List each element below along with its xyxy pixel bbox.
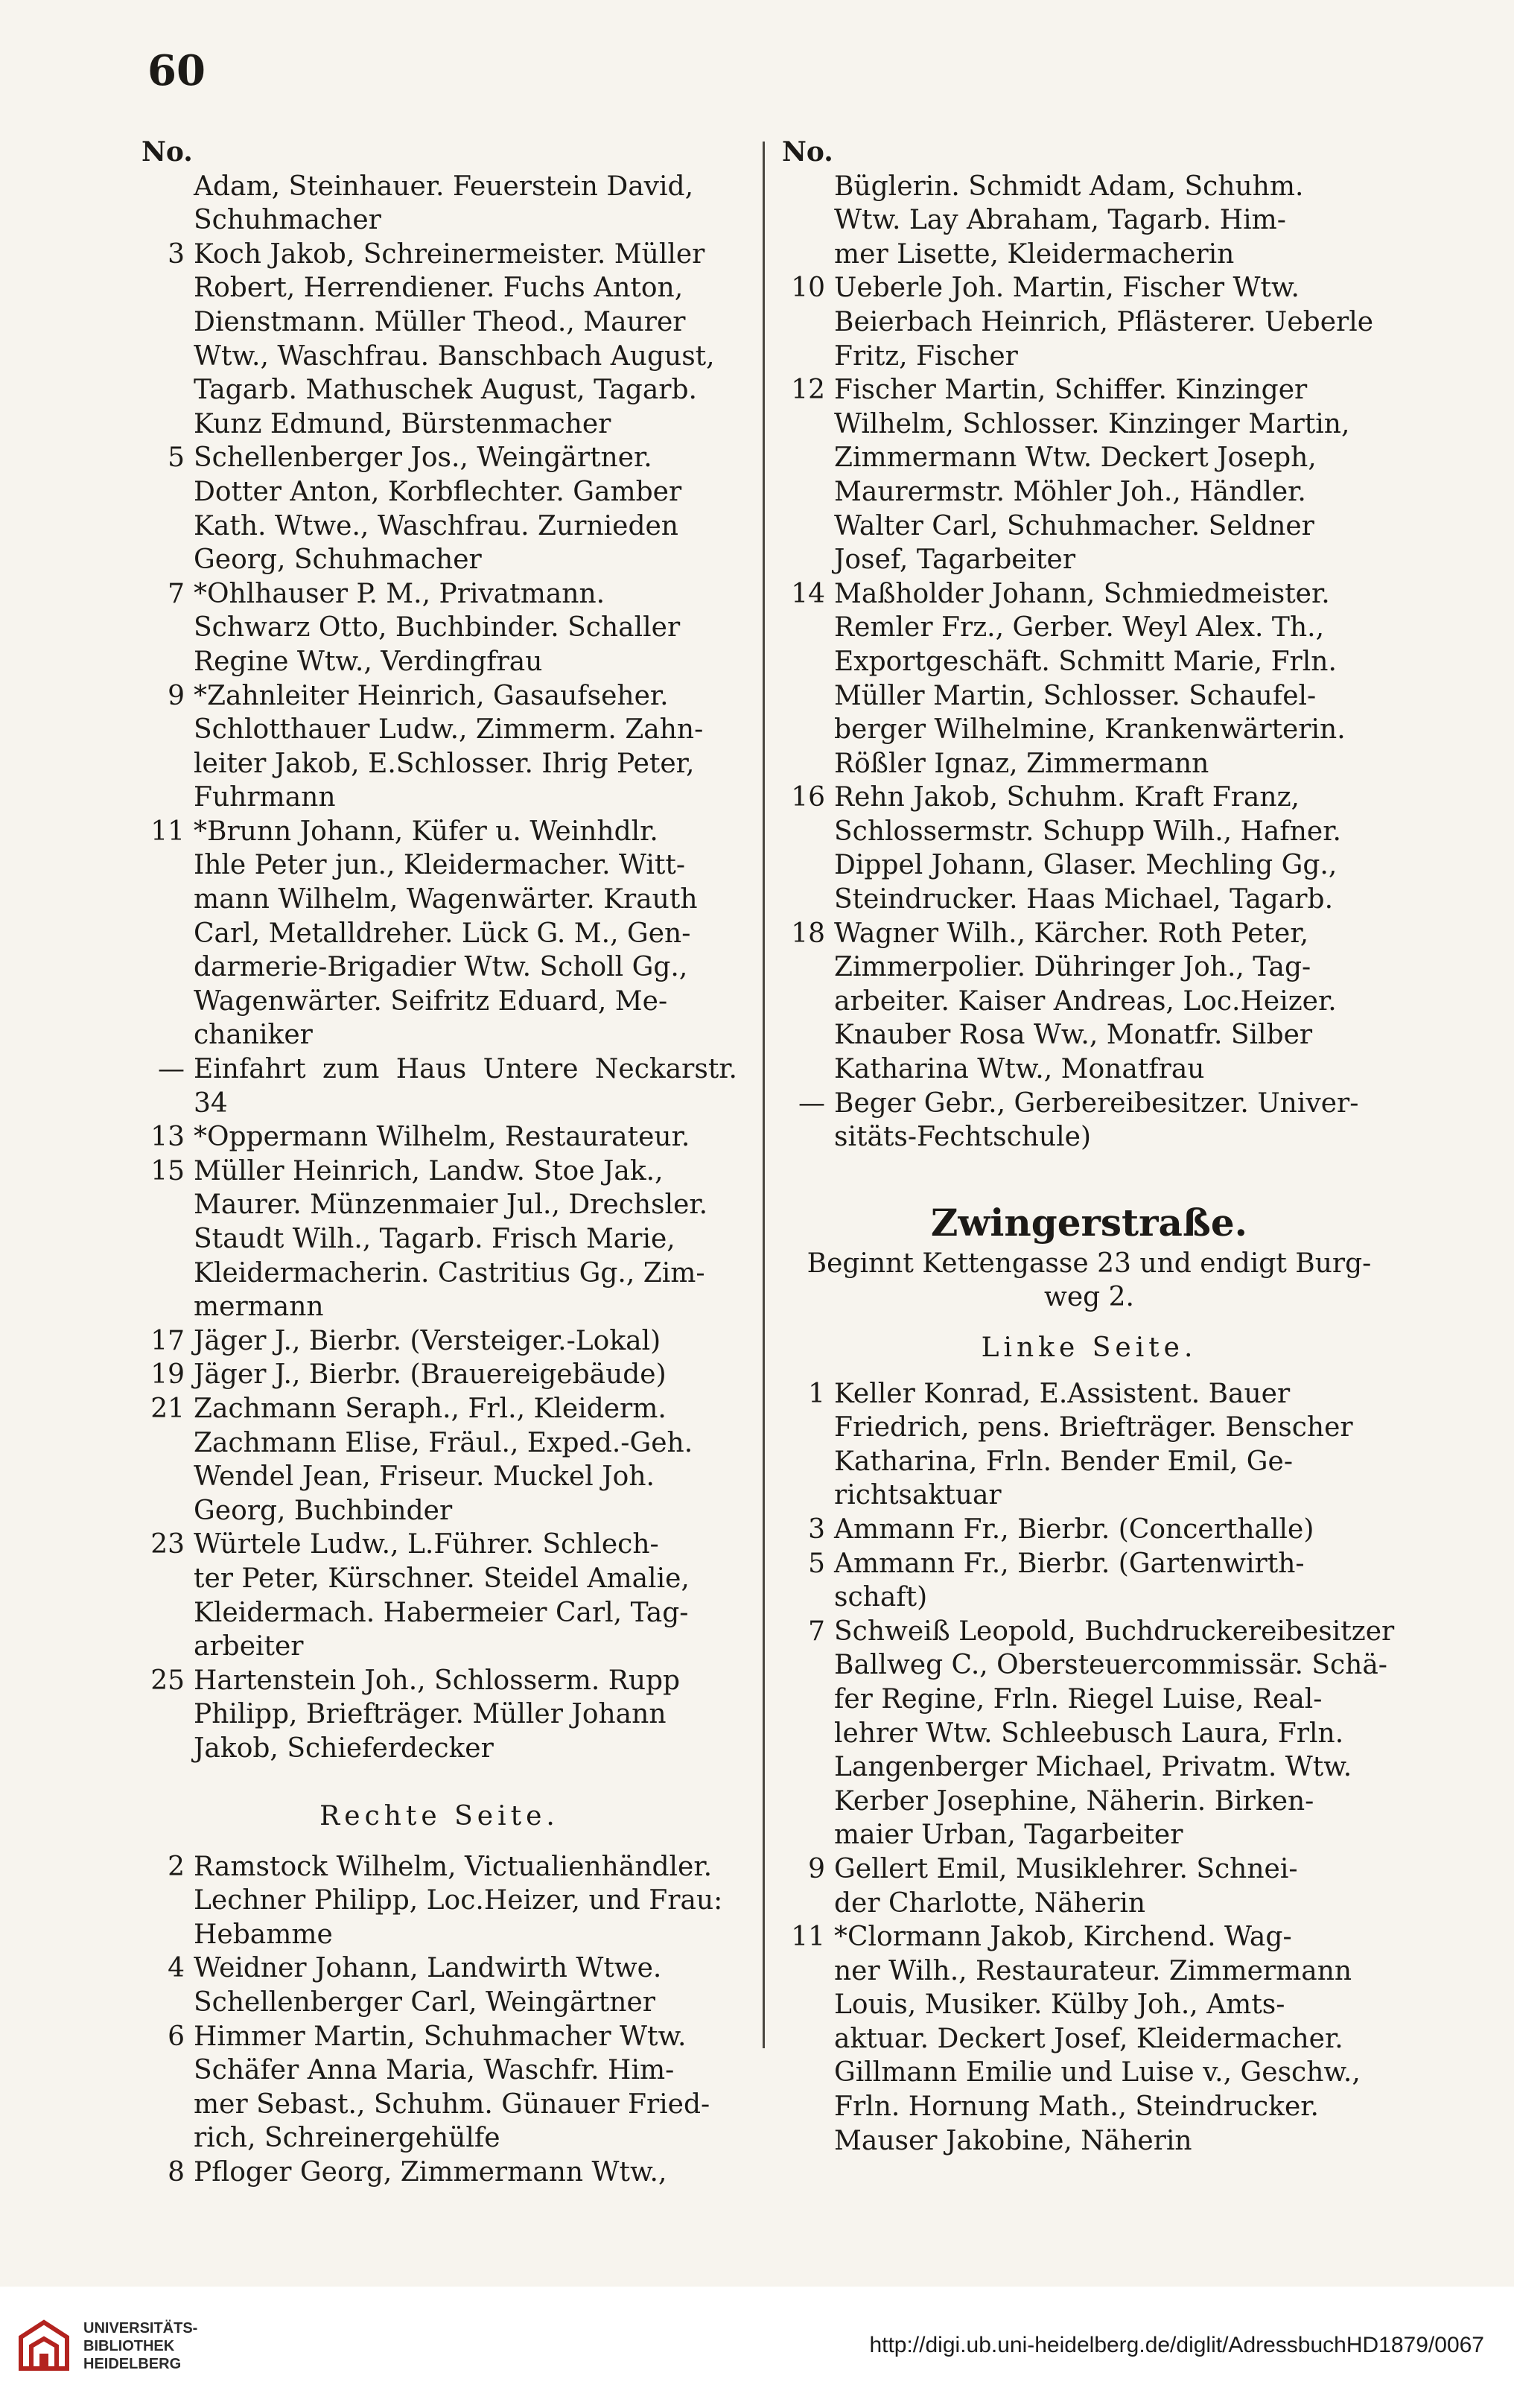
entry-line: Jäger J., Bierbr. (Versteiger.-Lokal) <box>194 1325 661 1356</box>
entry-line: Müller Heinrich, Landw. Stoe Jak., <box>194 1155 664 1186</box>
directory-entry <box>782 577 1396 781</box>
entry-line: Wagenwärter. Seifritz Eduard, Me- <box>194 985 668 1017</box>
entry-line: Jakob, Schieferdecker <box>194 1732 494 1764</box>
entry-line: Lechner Philipp, Loc.Heizer, und Frau: <box>194 1885 723 1916</box>
entry-line: Robert, Herrendiener. Fuchs Anton, <box>194 273 684 304</box>
directory-entry <box>141 1358 737 1392</box>
house-number: 15 <box>150 1155 185 1186</box>
entry-line: Walter Carl, Schuhmacher. Seldner <box>834 510 1314 541</box>
directory-entry <box>141 577 737 679</box>
entry-line: Dienstmann. Müller Theod., Maurer <box>194 306 686 337</box>
house-number: 6 <box>168 2021 185 2052</box>
page-number: 60 <box>147 46 206 95</box>
entry-line: Knauber Rosa Ww., Monatfr. Silber <box>834 1020 1313 1051</box>
entry-line: Schlotthauer Ludw., Zimmerm. Zahn- <box>194 714 704 746</box>
section-heading-left-side: Linke Seite. <box>981 1332 1197 1363</box>
entry-line: Louis, Musiker. Külby Joh., Amts- <box>834 1989 1285 2021</box>
entry-line: arbeiter. Kaiser Andreas, Loc.Heizer. <box>834 985 1337 1017</box>
source-url-link[interactable]: http://digi.ub.uni-heidelberg.de/diglit/AdressbuchHD1879/0067 <box>869 2333 1484 2357</box>
house-number: 19 <box>150 1359 185 1391</box>
entry-line: chaniker <box>194 1020 313 1051</box>
entry-line: schaft) <box>834 1582 928 1613</box>
entry-line: leiter Jakob, E.Schlosser. Ihrig Peter, <box>194 748 695 779</box>
street-description-line: weg 2. <box>1044 1282 1134 1313</box>
house-number: 10 <box>791 273 825 304</box>
spacer <box>782 1315 1396 1331</box>
house-number: 13 <box>150 1122 185 1153</box>
entry-line: Regine Wtw., Verdingfrau <box>194 646 543 677</box>
directory-entry <box>141 2020 737 2156</box>
entry-line: Schuhmacher <box>194 205 381 236</box>
entry-line: Wilhelm, Schlosser. Kinzinger Martin, <box>834 408 1350 439</box>
house-number: 8 <box>168 2157 185 2188</box>
directory-entry <box>141 1528 737 1663</box>
entry-line: Josef, Tagarbeiter <box>834 544 1076 576</box>
directory-entry <box>141 1664 737 1766</box>
entry-line: Kunz Edmund, Bürstenmacher <box>194 408 611 439</box>
entry-line: Exportgeschäft. Schmitt Marie, Frln. <box>834 646 1337 677</box>
entry-line: Pfloger Georg, Zimmermann Wtw., <box>194 2157 667 2188</box>
entry-line: Ammann Fr., Bierbr. (Gartenwirth- <box>834 1548 1305 1579</box>
library-name-line: BIBLIOTHEK <box>83 2338 175 2354</box>
entry-line: Weidner Johann, Landwirth Wtwe. <box>194 1953 662 1984</box>
section-heading-right-side: Rechte Seite. <box>319 1801 559 1832</box>
entry-line: ner Wilh., Restaurateur. Zimmermann <box>834 1955 1352 1986</box>
directory-entry <box>782 1920 1396 2158</box>
right-column <box>782 136 1396 2158</box>
entry-line: Schlossermstr. Schupp Wilh., Hafner. <box>834 816 1341 847</box>
house-number: 3 <box>808 1513 825 1545</box>
house-number: 9 <box>168 680 185 711</box>
entry-line: Mauser Jakobine, Näherin <box>834 2125 1192 2156</box>
directory-entry <box>141 238 737 442</box>
house-number: 5 <box>168 442 185 474</box>
entry-line: Dippel Johann, Glaser. Mechling Gg., <box>834 850 1338 881</box>
directory-entry <box>782 1513 1396 1547</box>
entry-line: Ueberle Joh. Martin, Fischer Wtw. <box>834 273 1300 304</box>
entry-line: Maurer. Münzenmaier Jul., Drechsler. <box>194 1189 708 1221</box>
directory-entry <box>782 781 1396 916</box>
street-entries <box>782 1377 1396 2158</box>
house-number: 11 <box>150 816 185 847</box>
entry-line: Jäger J., Bierbr. (Brauereigebäude) <box>194 1359 667 1391</box>
entry-line: Philipp, Briefträger. Müller Johann <box>194 1699 667 1730</box>
library-name-line: HEIDELBERG <box>83 2356 182 2372</box>
entry-line: Wendel Jean, Friseur. Muckel Joh. <box>194 1461 655 1493</box>
entry-line: Rehn Jakob, Schuhm. Kraft Franz, <box>834 782 1300 813</box>
left-entries <box>141 170 746 1766</box>
left-column <box>141 136 746 2190</box>
entry-line: Langenberger Michael, Privatm. Wtw. <box>834 1752 1352 1783</box>
entry-line: Schwarz Otto, Buchbinder. Schaller <box>194 612 681 644</box>
house-number: 21 <box>150 1393 185 1424</box>
directory-entry <box>141 170 737 238</box>
entry-line: Keller Konrad, E.Assistent. Bauer <box>834 1378 1291 1409</box>
house-number: 3 <box>168 238 185 270</box>
spacer <box>782 1365 1396 1377</box>
entry-line: Ihle Peter jun., Kleidermacher. Witt- <box>194 850 686 881</box>
library-name <box>83 2319 197 2373</box>
entry-line: Rößler Ignaz, Zimmermann <box>834 748 1209 779</box>
entry-line: mermann <box>194 1292 324 1323</box>
directory-entry <box>782 1377 1396 1513</box>
entry-line: Fritz, Fischer <box>834 340 1018 372</box>
entry-line: Remler Frz., Gerber. Weyl Alex. Th., <box>834 612 1325 644</box>
house-number: 9 <box>808 1853 825 1884</box>
entry-line: Staudt Wilh., Tagarb. Frisch Marie, <box>194 1224 675 1254</box>
directory-entry <box>782 373 1396 577</box>
entry-line: Georg, Schuhmacher <box>194 544 482 576</box>
entry-line: Zimmerpolier. Dühringer Joh., Tag- <box>834 952 1311 983</box>
entry-line: Müller Martin, Schlosser. Schaufel- <box>834 680 1317 711</box>
entry-line: Wtw. Lay Abraham, Tagarb. Him- <box>834 205 1286 236</box>
house-number: 1 <box>808 1378 825 1409</box>
entry-line: darmerie-Brigadier Wtw. Scholl Gg., <box>194 952 688 983</box>
entry-line: Kleidermacherin. Castritius Gg., Zim- <box>194 1257 705 1289</box>
entry-line: Schellenberger Carl, Weingärtner <box>194 1987 655 2018</box>
directory-entry <box>141 1052 746 1120</box>
entry-line: Hebamme <box>194 1919 333 1950</box>
entry-line: sitäts-Fechtschule) <box>834 1122 1092 1153</box>
house-number: 4 <box>168 1953 185 1984</box>
entry-line: Georg, Buchbinder <box>194 1495 453 1526</box>
entry-line: Wtw., Waschfrau. Banschbach August, <box>194 340 715 372</box>
entry-line: Schellenberger Jos., Weingärtner. <box>194 442 652 474</box>
house-number: 7 <box>168 578 185 609</box>
column-divider <box>763 142 765 2048</box>
directory-entry <box>141 1392 737 1528</box>
entry-line: Büglerin. Schmidt Adam, Schuhm. <box>834 171 1304 202</box>
spacer <box>141 1834 737 1850</box>
entry-line: der Charlotte, Näherin <box>834 1887 1146 1919</box>
directory-entry <box>782 1615 1396 1852</box>
street-title: Zwingerstraße. <box>930 1200 1248 1245</box>
entry-line: Maßholder Johann, Schmiedmeister. <box>834 578 1330 609</box>
entry-line: Katharina Wtw., Monatfrau <box>834 1054 1205 1085</box>
entry-line: ter Peter, Kürschner. Steidel Amalie, <box>194 1563 690 1594</box>
directory-entry <box>782 271 1396 373</box>
entry-line: *Oppermann Wilhelm, Restaurateur. <box>194 1122 690 1153</box>
directory-entry <box>141 1120 737 1154</box>
directory-entry <box>141 1951 737 2019</box>
entry-line: Beger Gebr., Gerbereibesitzer. Univer- <box>834 1087 1359 1119</box>
footer-bar <box>0 2287 1514 2408</box>
entry-line: mer Lisette, Kleidermacherin <box>834 238 1235 270</box>
entry-line: *Zahnleiter Heinrich, Gasaufseher. <box>194 680 669 711</box>
directory-entry <box>782 917 1396 1087</box>
entry-line: *Brunn Johann, Küfer u. Weinhdlr. <box>194 816 658 847</box>
entry-line: Frln. Hornung Math., Steindrucker. <box>834 2091 1319 2123</box>
entry-line: Zachmann Elise, Fräul., Exped.-Geh. <box>194 1427 693 1458</box>
entry-line: Hartenstein Joh., Schlosserm. Rupp <box>194 1665 681 1696</box>
entry-line: *Ohlhauser P. M., Privatmann. <box>194 578 605 609</box>
entry-line: Himmer Martin, Schuhmacher Wtw. <box>194 2021 687 2052</box>
house-number: 14 <box>791 578 825 609</box>
entry-line: Fischer Martin, Schiffer. Kinzinger <box>834 375 1308 406</box>
directory-entry <box>782 1087 1396 1154</box>
entry-line: Ammann Fr., Bierbr. (Concerthalle) <box>834 1513 1314 1545</box>
entry-line: Gillmann Emilie und Luise v., Geschw., <box>834 2057 1361 2088</box>
entry-line: Dotter Anton, Korbflechter. Gamber <box>194 476 682 507</box>
entry-line: Tagarb. Mathuschek August, Tagarb. <box>194 375 698 406</box>
entry-line: Kleidermach. Habermeier Carl, Tag- <box>194 1597 689 1628</box>
house-number: — <box>158 1054 185 1085</box>
entry-line: Ramstock Wilhelm, Victualienhändler. <box>194 1851 713 1882</box>
entry-line: Zimmermann Wtw. Deckert Joseph, <box>834 442 1317 474</box>
house-number: 12 <box>791 375 825 406</box>
directory-entry <box>141 679 737 815</box>
house-number: 17 <box>150 1325 185 1356</box>
directory-entry <box>782 170 1396 272</box>
spacer <box>141 1766 737 1800</box>
entry-line: Schäfer Anna Maria, Waschfr. Him- <box>194 2055 675 2086</box>
university-library-logo-icon <box>15 2316 73 2374</box>
left-entries-right-side <box>141 1850 737 2190</box>
entry-line: Wagner Wilh., Kärcher. Roth Peter, <box>834 918 1309 949</box>
house-number: 23 <box>150 1529 185 1560</box>
entry-line: Friedrich, pens. Briefträger. Benscher <box>834 1412 1353 1443</box>
entry-line: aktuar. Deckert Josef, Kleidermacher. <box>834 2023 1343 2054</box>
entry-line: berger Wilhelmine, Krankenwärterin. <box>834 714 1346 746</box>
entry-line: Carl, Metalldreher. Lück G. M., Gen- <box>194 918 691 949</box>
right-column-header: No. <box>782 136 833 168</box>
entry-line: Gellert Emil, Musiklehrer. Schnei- <box>834 1853 1298 1884</box>
entry-line: Katharina, Frln. Bender Emil, Ge- <box>834 1446 1294 1477</box>
house-number: 18 <box>791 918 825 949</box>
directory-entry <box>782 1547 1396 1615</box>
directory-entry <box>141 2156 737 2190</box>
house-number: 11 <box>791 1922 825 1953</box>
entry-line: Zachmann Seraph., Frl., Kleiderm. <box>194 1393 667 1424</box>
directory-entry <box>141 1154 737 1324</box>
entry-line: Steindrucker. Haas Michael, Tagarb. <box>834 884 1334 915</box>
entry-line: *Clormann Jakob, Kirchend. Wag- <box>834 1922 1292 1953</box>
house-number: — <box>798 1087 825 1119</box>
entry-line: Würtele Ludw., L.Führer. Schlech- <box>194 1529 659 1560</box>
directory-entry <box>141 1850 737 1952</box>
entry-line: Schweiß Leopold, Buchdruckereibesitzer <box>834 1616 1395 1647</box>
entry-line: Ballweg C., Obersteuercommissär. Schä- <box>834 1650 1387 1681</box>
entry-line: Fuhrmann <box>194 782 336 813</box>
directory-entry <box>141 441 737 576</box>
street-description-line: Beginnt Kettengasse 23 und endigt Burg- <box>807 1248 1372 1279</box>
entry-line: Maurermstr. Möhler Joh., Händler. <box>834 476 1306 507</box>
directory-entry <box>782 1852 1396 1920</box>
entry-line: richtsaktuar <box>834 1480 1002 1511</box>
entry-line: fer Regine, Frln. Riegel Luise, Real- <box>834 1683 1323 1715</box>
house-number: 16 <box>791 782 825 813</box>
entry-line: Kath. Wtwe., Waschfrau. Zurnieden <box>194 510 678 541</box>
entry-line: mer Sebast., Schuhm. Günauer Fried- <box>194 2088 710 2120</box>
entry-line: Kerber Josephine, Näherin. Birken- <box>834 1785 1314 1817</box>
entry-line: lehrer Wtw. Schleebusch Laura, Frln. <box>834 1718 1344 1749</box>
entry-line: Beierbach Heinrich, Pflästerer. Ueberle <box>834 306 1374 337</box>
entry-line: mann Wilhelm, Wagenwärter. Krauth <box>194 884 698 915</box>
entry-line: maier Urban, Tagarbeiter <box>834 1820 1183 1851</box>
entry-line: rich, Schreinergehülfe <box>194 2123 500 2154</box>
entry-line: arbeiter <box>194 1631 304 1662</box>
street-description <box>782 1247 1396 1315</box>
house-number: 25 <box>150 1665 185 1696</box>
house-number: 5 <box>808 1548 825 1579</box>
directory-entry <box>141 1324 737 1359</box>
house-number: 2 <box>168 1851 185 1882</box>
library-name-line: UNIVERSITÄTS- <box>83 2320 198 2336</box>
entry-line: Adam, Steinhauer. Feuerstein David, <box>194 171 694 202</box>
entry-line: Einfahrt zum Haus Untere Neckarstr. 34 <box>194 1054 746 1119</box>
directory-entry <box>141 815 737 1052</box>
left-column-header: No. <box>141 136 193 168</box>
entry-line: Koch Jakob, Schreinermeister. Müller <box>194 238 705 270</box>
house-number: 7 <box>808 1616 825 1647</box>
right-entries <box>782 170 1396 1154</box>
